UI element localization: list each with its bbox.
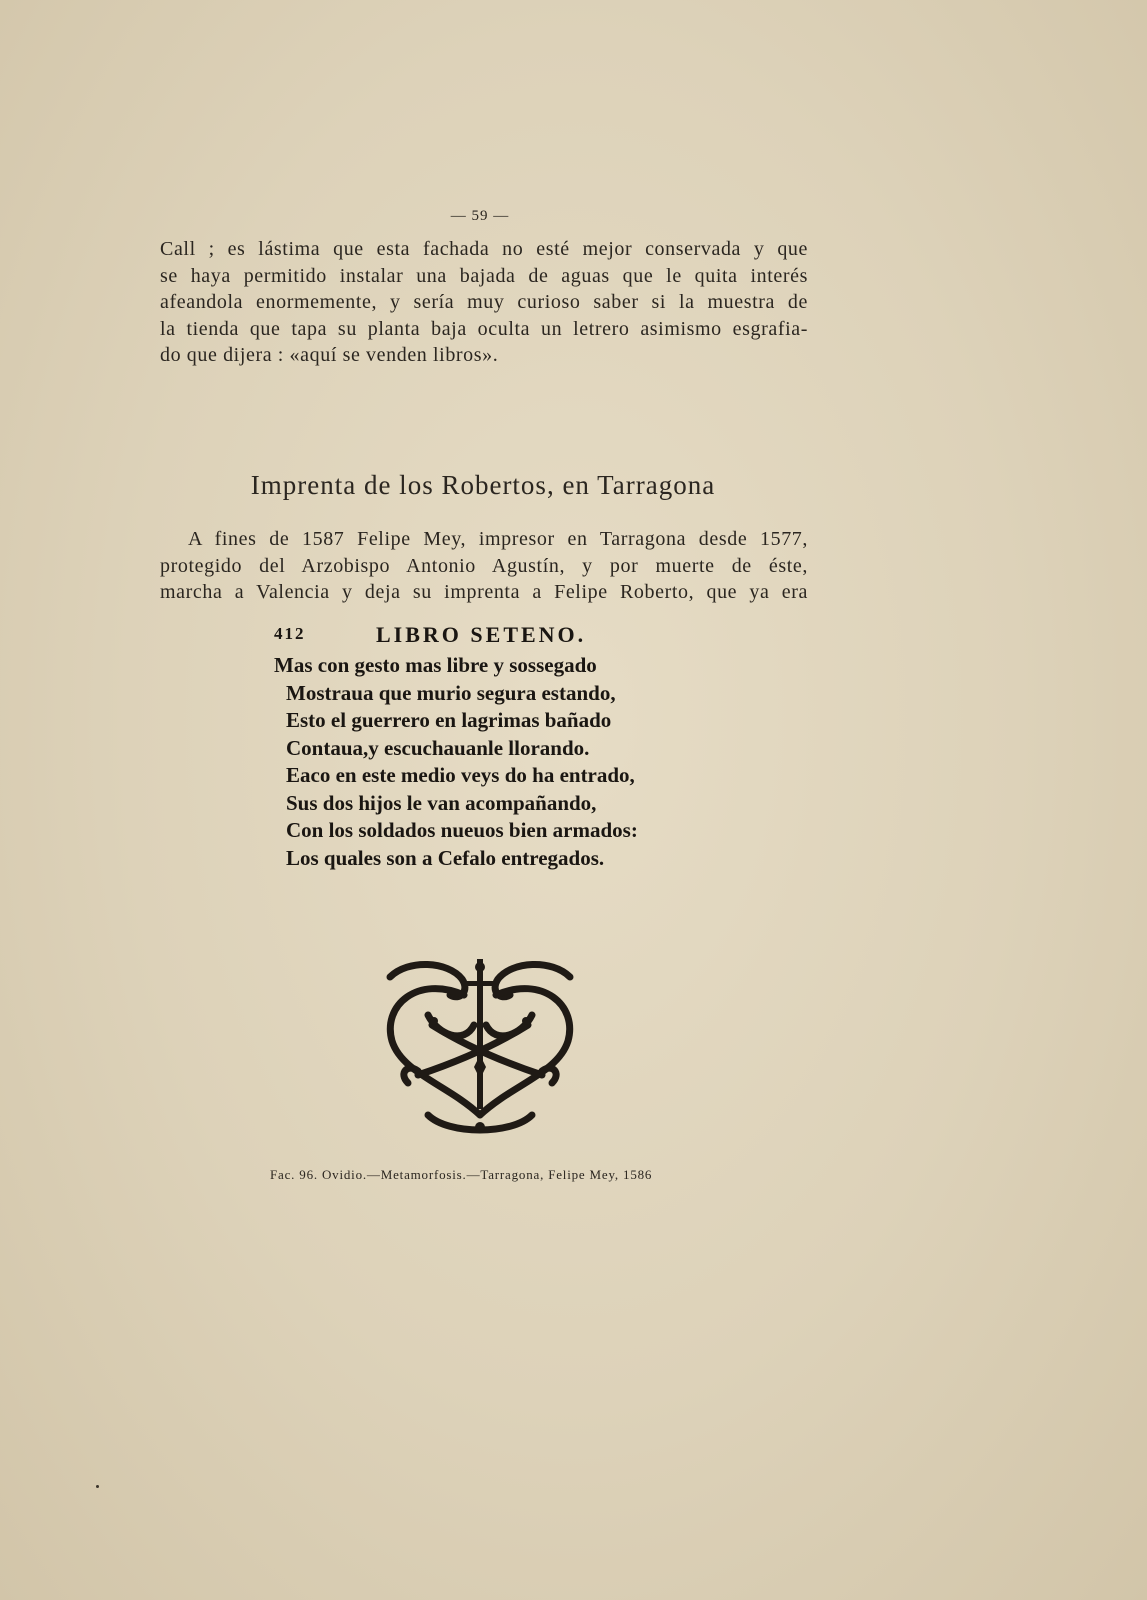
- facsimile-header: [274, 622, 714, 652]
- verse-line: Sus dos hijos le van acompañando,: [286, 790, 597, 815]
- page-number: — 59 —: [450, 208, 510, 224]
- section-title: Imprenta de los Robertos, en Tarragona: [250, 470, 716, 500]
- paragraph-line: la tienda que tapa su planta baja oculta un letrero asimismo esgrafia-: [160, 317, 808, 340]
- verse-line: Esto el guerrero en lagrimas bañado: [286, 708, 612, 732]
- paragraph-line: afeandola enormemente, y sería muy curioso saber si la muestra de: [160, 291, 808, 313]
- paragraph-line: protegido del Arzobispo Antonio Agustín, y por muerte de éste,: [160, 554, 808, 577]
- facsimile-page: [274, 622, 714, 872]
- verse-line: Mas con gesto mas libre y sossegado: [274, 653, 597, 677]
- paragraph-line: do que dijera : «aquí se venden libros».: [160, 344, 499, 366]
- paragraph-line: Call ; es lástima que esta fachada no esté mejor conservada y que: [160, 238, 808, 260]
- paragraph-line: se haya permitido instalar una bajada de aguas que le quita interés: [160, 264, 808, 287]
- figure-caption: Fac. 96. Ovidio.—Metamorfosis.—Tarragona, Felipe Mey, 1586: [270, 1167, 653, 1182]
- verse-line: Contaua,y escuchauanle llorando.: [286, 735, 590, 760]
- page-speck: [96, 1485, 99, 1488]
- facsimile-running-head: LIBRO SETENO.: [376, 622, 587, 647]
- verse-line: Los quales son a Cefalo entregados.: [286, 845, 605, 870]
- paragraph-line: marcha a Valencia y deja su imprenta a Felipe Roberto, que ya era: [160, 581, 808, 603]
- verse-line: Eaco en este medio veys do ha entrado,: [286, 763, 635, 787]
- paragraph-line: A fines de 1587 Felipe Mey, impresor en Tarragona desde 1577,: [188, 528, 808, 550]
- facsimile-folio: 412: [274, 624, 306, 643]
- verse-line: Con los soldados nueuos bien armados:: [286, 818, 638, 842]
- verse-line: Mostraua que murio segura estando,: [286, 680, 616, 705]
- printers-device-ornament-icon: [378, 955, 582, 1145]
- paragraph-intro: [160, 236, 808, 369]
- paragraph-body: [160, 526, 808, 606]
